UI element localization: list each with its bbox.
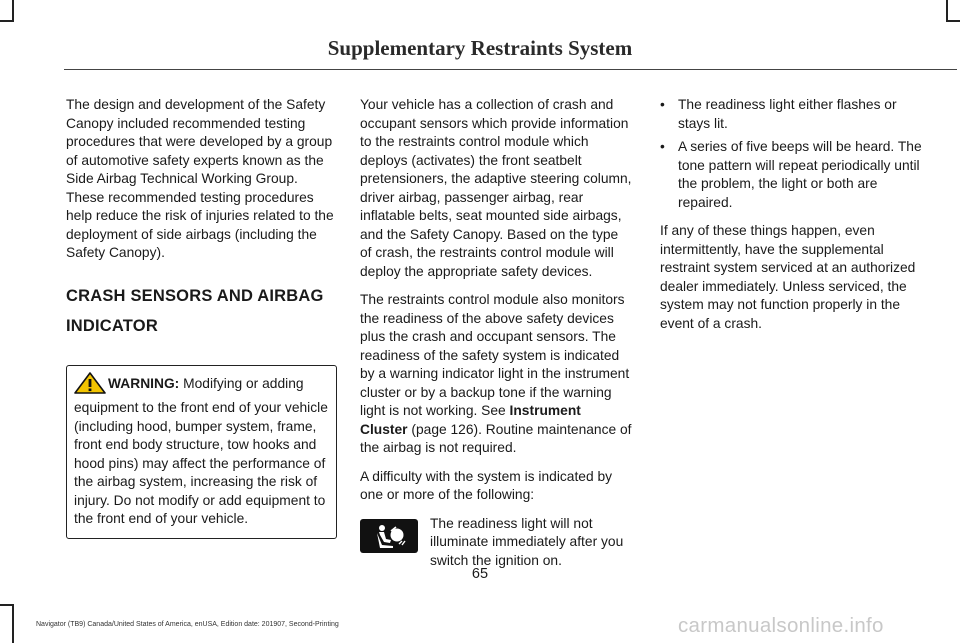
- list-item-text: A series of five beeps will be heard. The tone pattern will repeat periodically until the problem, the light or both are repaired.: [678, 139, 922, 210]
- crop-mark-top-left-v: [12, 0, 14, 22]
- indicator-description: The readiness light will not illuminate immediately after you switch the ignition on.: [430, 515, 624, 568]
- sensors-paragraph: Your vehicle has a collection of crash and occupant sensors which provide information to the restraints control module which deploys (activates) the front seatbelt pretensioners, the adaptive steering column, driver airbag, passenger airbag, rear inflatable belts, seat mounted side airbags, and the Safety Canopy. Based on the type of crash, the restraints control module will deploy the appropriate safety devices.: [360, 97, 632, 279]
- crop-mark-top-right-h: [946, 20, 960, 22]
- bullet-marker: •: [660, 139, 665, 154]
- crop-mark-top-left-h: [0, 20, 14, 22]
- list-item-text: The readiness light either flashes or stays lit.: [678, 97, 897, 131]
- symptom-list: [660, 96, 928, 212]
- intro-paragraph: The design and development of the Safety Canopy included recommended testing procedures that were developed by a group of automotive safety experts known as the Side Airbag Technical Working Group. These recommended testing procedures help reduce the risk of injuries related to the deployment of side airbags (including the Safety Canopy).: [66, 97, 334, 260]
- crop-mark-bottom-left-h: [0, 604, 14, 606]
- warning-text: Modifying or adding equipment to the front end of your vehicle (including hood, bumper system, frame, front end body structure, tow hooks and hood pins) may affect the performance of the airbag system, increasing the risk of injury. Do not modify or add equipment to the front end of your vehicle.: [74, 375, 328, 526]
- list-item: [660, 138, 928, 212]
- crop-mark-top-right-v: [946, 0, 948, 22]
- watermark: carmanualsonline.info: [678, 614, 884, 637]
- service-paragraph: If any of these things happen, even intermittently, have the supplemental restraint system serviced at an authorized dealer immediately. Unless serviced, the system may not function properly in the event of a crash.: [660, 223, 916, 331]
- indicator-row: [360, 515, 632, 571]
- column-right: [660, 96, 928, 343]
- crop-mark-bottom-left-v: [12, 604, 14, 643]
- monitoring-paragraph: [360, 291, 632, 458]
- page-header-title: Supplementary Restraints System: [327, 36, 633, 60]
- airbag-readiness-icon: [360, 519, 418, 553]
- difficulty-paragraph: A difficulty with the system is indicated by one or more of the following:: [360, 468, 613, 502]
- monitoring-text: The restraints control module also monitors the readiness of the above safety devices plus the crash and occupant sensors. The readiness of the safety system is indicated by a warning indicator light in the instrument cluster or by a backup tone if the warning light is not working. See: [360, 292, 630, 418]
- instrument-cluster-reference[interactable]: Instrument Cluster: [360, 403, 581, 437]
- column-left: [66, 96, 338, 539]
- section-heading: [66, 285, 338, 338]
- section-heading-line1: CRASH SENSORS AND AIRBAG: [66, 286, 324, 305]
- bullet-marker: •: [660, 97, 665, 112]
- page-number: 65: [471, 566, 489, 582]
- column-middle: [360, 96, 632, 570]
- warning-box: [66, 365, 337, 539]
- header-divider: [64, 69, 957, 70]
- monitoring-text-end: (page 126). Routine maintenance of the airbag is not required.: [360, 421, 632, 455]
- warning-triangle-icon: [74, 372, 106, 400]
- section-heading-line2: INDICATOR: [66, 316, 158, 335]
- edition-footer: Navigator (TB9) Canada/United States of America, enUSA, Edition date: 201907, Second-Printing: [36, 621, 339, 628]
- warning-label: WARNING:: [108, 375, 180, 391]
- list-item: [660, 96, 928, 133]
